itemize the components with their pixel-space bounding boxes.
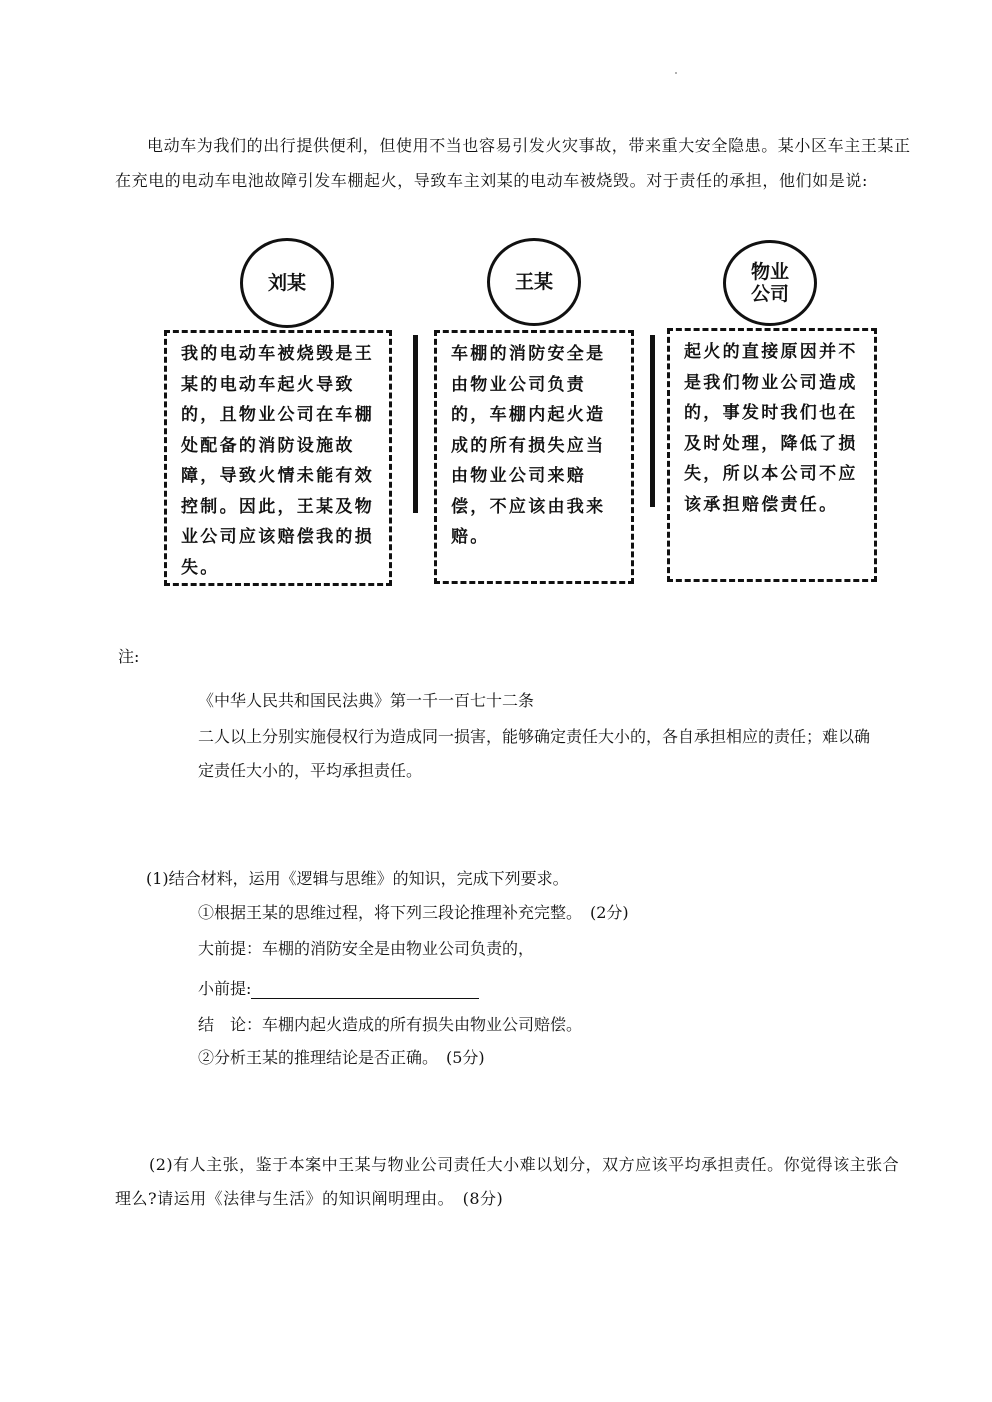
speaker-property-statement: 起火的直接原因并不是我们物业公司造成的，事发时我们也在及时处理，降低了损失，所以本公司不应该承担赔偿责任。 (667, 328, 877, 582)
q2-text: (2)有人主张，鉴于本案中王某与物业公司责任大小难以划分，双方应该平均承担责任。你觉得该主张合理么?请运用《法律与生活》的知识阐明理由。 (8分) (115, 1155, 900, 1208)
speaker-liu-name: 刘某 (267, 272, 306, 294)
q1-sub1: ①根据王某的思维过程，将下列三段论推理补充完整。 (2分) (198, 903, 629, 922)
note-label: 注: (118, 647, 140, 666)
minor-premise-label: 小前提: (198, 979, 252, 998)
speaker-property-name-line2: 公司 (750, 283, 789, 305)
divider-bar-1 (413, 335, 418, 513)
speaker-property-name (751, 261, 789, 305)
speaker-property-circle (723, 240, 817, 326)
divider-bar-2 (650, 335, 655, 507)
law-text: 二人以上分别实施侵权行为造成同一损害，能够确定责任大小的，各自承担相应的责任；难以确定责任大小的，平均承担责任。 (198, 727, 871, 780)
q1-conclusion: 结 论：车棚内起火造成的所有损失由物业公司赔偿。 (198, 1015, 583, 1034)
q1-minor-premise (198, 976, 479, 999)
speck (675, 72, 677, 74)
speaker-wang-name: 王某 (514, 271, 553, 293)
speaker-property-name-line1: 物业 (750, 261, 789, 283)
speaker-wang-circle (487, 238, 581, 326)
law-title: 《中华人民共和国民法典》第一千一百七十二条 (198, 691, 535, 710)
q1-stem: (1)结合材料，运用《逻辑与思维》的知识，完成下列要求。 (146, 869, 569, 888)
q1-major-premise: 大前提：车棚的消防安全是由物业公司负责的， (198, 939, 535, 958)
speaker-liu-statement: 我的电动车被烧毁是王某的电动车起火导致的，且物业公司在车棚处配备的消防设施故障，导致火情未能有效控制。因此，王某及物业公司应该赔偿我的损失。 (164, 330, 392, 586)
intro-paragraph: 电动车为我们的出行提供便利，但使用不当也容易引发火灾事故，带来重大安全隐患。某小区车主王某正在充电的电动车电池故障引发车棚起火，导致车主刘某的电动车被烧毁。对于责任的承担，他们如是说: (115, 136, 911, 190)
speaker-wang-statement: 车棚的消防安全是由物业公司负责的，车棚内起火造成的所有损失应当由物业公司来赔偿，不应该由我来赔。 (434, 330, 634, 584)
speaker-liu-circle (240, 238, 334, 328)
minor-premise-answer-blank[interactable] (251, 980, 479, 999)
q1-sub2: ②分析王某的推理结论是否正确。 (5分) (198, 1048, 485, 1067)
